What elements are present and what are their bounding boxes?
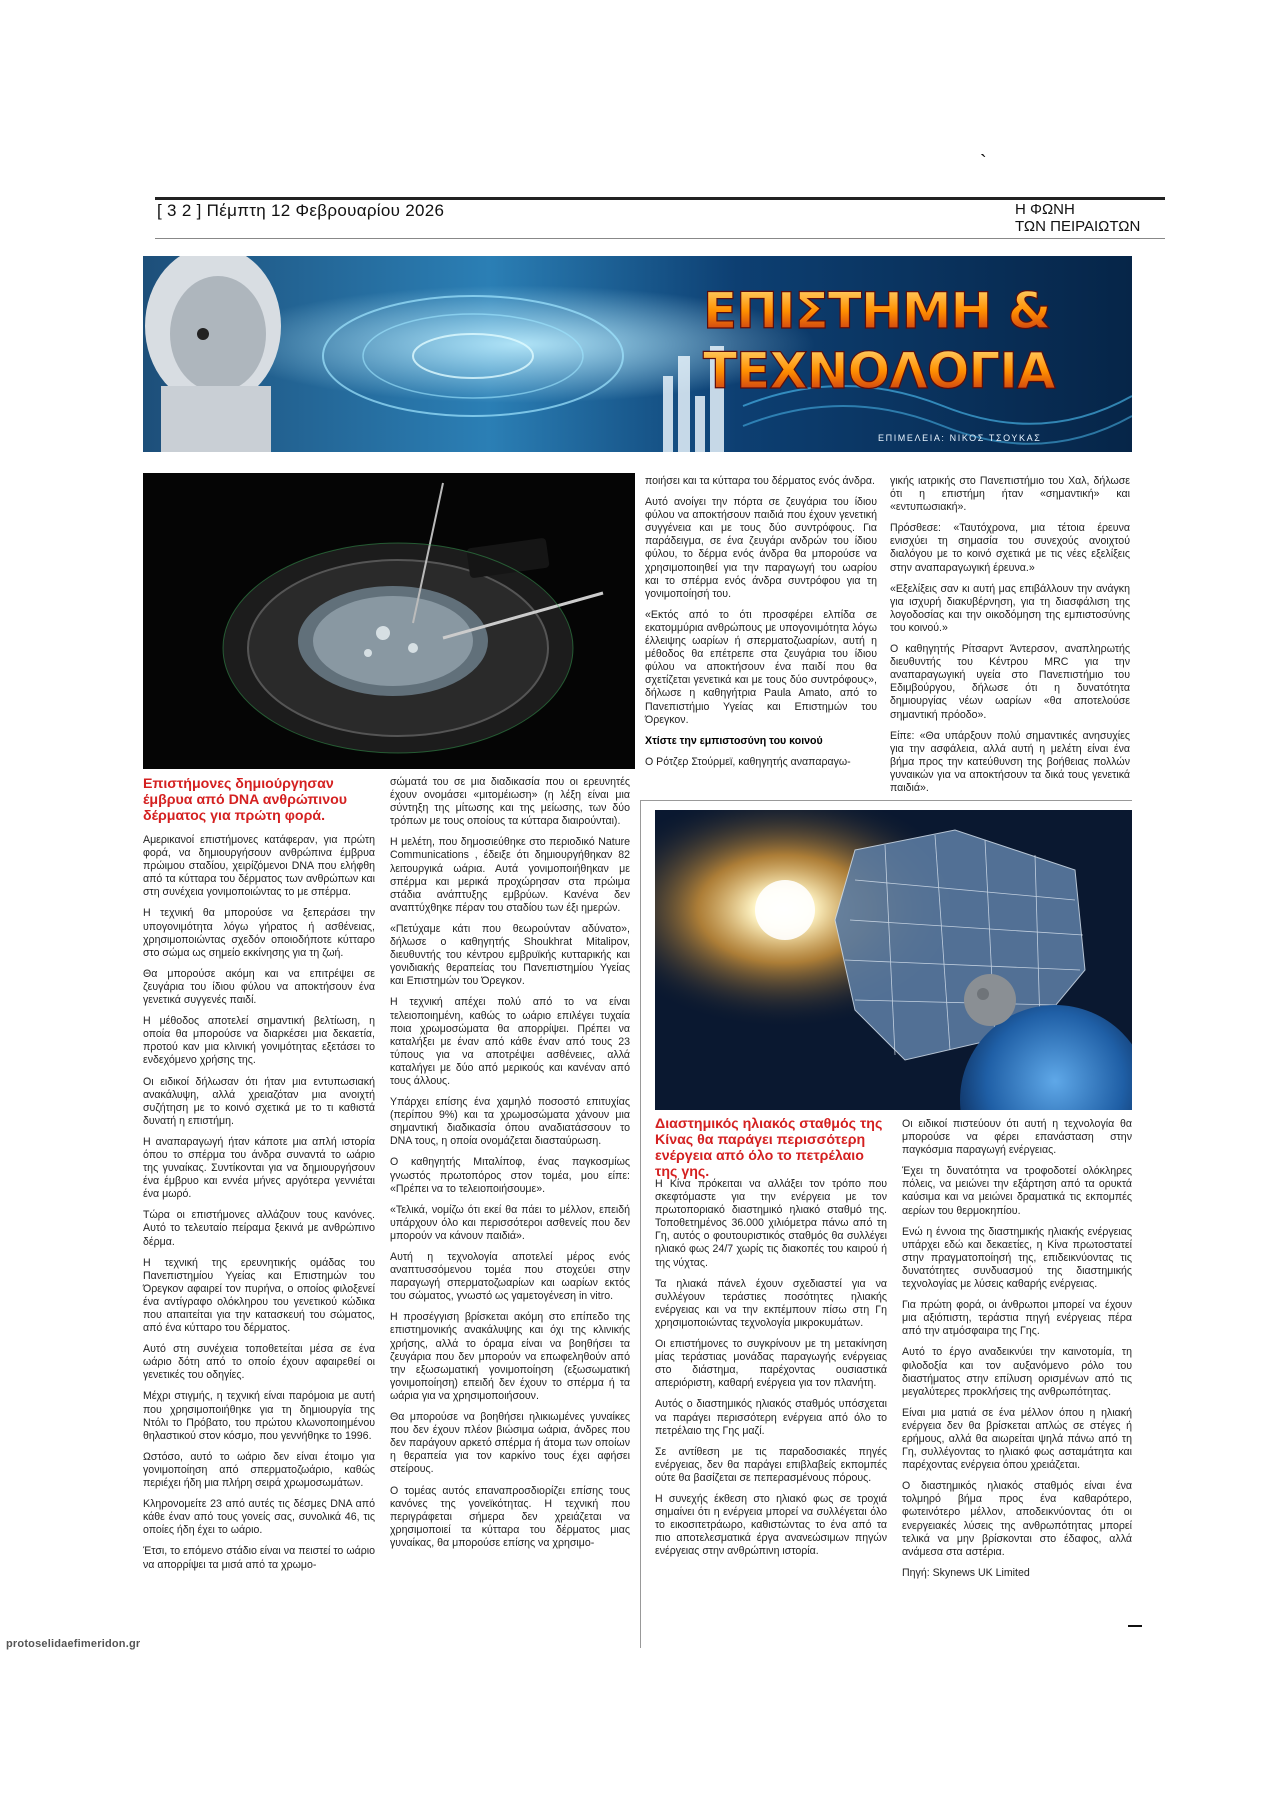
- banner-artwork: [143, 256, 1132, 452]
- paragraph: Ωστόσο, αυτό το ωάριο δεν είναι έτοιμο για γονιμοποίηση από σπερματοζωάριο, καθώς περιέχει ήδη μια πλήρη σειρά χρωμοσωμάτων.: [143, 1450, 375, 1490]
- newspaper-name-line1: Η ΦΩΝΗ: [1015, 201, 1075, 218]
- paragraph: Σε αντίθεση με τις παραδοσιακές πηγές ενέργειας, δεν θα παράγει επιβλαβείς εκπομπές ούτε θα βασίζεται σε πεπερασμένους πόρους.: [655, 1445, 887, 1484]
- paragraph: «Τελικά, νομίζω ότι εκεί θα πάει το μέλλον, επειδή υπάρχουν όλο και περισσότεροι ασθενείς που δεν μπορούν να κάνουν παιδιά».: [390, 1203, 630, 1242]
- paragraph: Για πρώτη φορά, οι άνθρωποι μπορεί να έχουν μια αξιόπιστη, τεράστια πηγή ενέργειας πέρα από την ατμόσφαιρα της Γης.: [902, 1299, 1132, 1338]
- paragraph: Η τεχνική θα μπορούσε να ξεπεράσει την υπογονιμότητα λόγω γήρατος ή ασθένειας, χρησιμοποιώντας σχεδόν οποιοδήποτε κύτταρο στο σώμα ως σημείο εκκίνησης για τη ζωή.: [143, 907, 375, 959]
- article2-column-1: [655, 1178, 887, 1566]
- banner-editor-credit: ΕΠΙΜΕΛΕΙΑ: ΝΙΚΟΣ ΤΣΟΥΚΑΣ: [878, 433, 1042, 443]
- paragraph: Κληρονομείτε 23 από αυτές τις δέσμες DNA από κάθε έναν από τους γονείς σας, συνολικά 46, τις οποίες ήδη έχει το ωάριο.: [143, 1498, 375, 1537]
- paragraph: Οι ειδικοί πιστεύουν ότι αυτή η τεχνολογία θα μπορούσε να φέρει επανάσταση στην παγκόσμια παραγωγή ενέργειας.: [902, 1118, 1132, 1157]
- section-banner: [143, 256, 1132, 452]
- paragraph: Πρόσθεσε: «Ταυτόχρονα, μια τέτοια έρευνα ενισχύει τη σημασία του συνεχούς ανοιχτού διαλόγου με το κοινό σχετικά με τις νέες εξελίξεις στην αναπαραγωγική έρευνα.»: [890, 522, 1130, 574]
- paragraph: Μέχρι στιγμής, η τεχνική είναι παρόμοια με αυτή που χρησιμοποιήθηκε για τη δημιουργία της Ντόλι το Πρόβατο, του πρώτου κλωνοποιημένου θηλαστικού στον κόσμο, που γεννήθηκε το 1996.: [143, 1390, 375, 1442]
- paragraph: Οι επιστήμονες το συγκρίνουν με τη μετακίνηση μίας τεράστιας μονάδας παραγωγής ενέργειας στο διάστημα, παρέχοντας ουσιαστικά απεριόριστη, καθαρή ενέργεια για τον πλανήτη.: [655, 1338, 887, 1390]
- article2-column-2: [902, 1118, 1132, 1588]
- paragraph: Θα μπορούσε ακόμη και να επιτρέψει σε ζευγάρια του ίδιου φύλου να αποκτήσουν ένα γενετικά συγγενές παιδί.: [143, 967, 375, 1007]
- article1-column-2: [390, 776, 630, 1558]
- paragraph: Πηγή: Skynews UK Limited: [902, 1566, 1030, 1579]
- paragraph: Αμερικανοί επιστήμονες κατάφεραν, για πρώτη φορά, να δημιουργήσουν ανθρώπινα έμβρυα πρώιμου σταδίου, χειρίζόμενοι DNA που ελήφθη από τα κύτταρα του δέρματος των ανθρώπων και στη συνέχεια γονιμοποιώντας το με σπέρμα.: [143, 834, 375, 899]
- paragraph: Οι ειδικοί δήλωσαν ότι ήταν μια εντυπωσιακή ανακάλυψη, αλλά χρειαζόταν μια ανοιχτή συζήτηση με το κοινό σχετικά με το τι καθιστά δυνατή η επιστήμη.: [143, 1075, 375, 1127]
- paragraph: Ο διαστημικός ηλιακός σταθμός είναι ένα τολμηρό βήμα προς ένα καθαρότερο, φωτεινότερο μέλλον, αποδεικνύοντας ότι οι ενεργειακές λύσεις της ανθρωπότητας μπορεί τελικά να μην βρίσκονται στο έδαφος, αλλά ανάμεσα στα αστέρια.: [902, 1480, 1132, 1558]
- article1-column-1: [143, 834, 375, 1580]
- article1-column-3: [645, 475, 877, 777]
- banner-title-line1: ΕΠΙΣΤΗΜΗ &: [703, 282, 1051, 340]
- paragraph: Ο καθηγητής Μιταλίποφ, ένας παγκοσμίως γνωστός πρωτοπόρος στον τομέα, μου είπε: «Πρέπει να το τελειοποιήσουμε».: [390, 1156, 630, 1195]
- issue-date: Πέμπτη 12 Φεβρουαρίου 2026: [206, 201, 445, 220]
- paragraph: Αυτή η τεχνολογία αποτελεί μέρος ενός αναπτυσσόμενου τομέα που στοχεύει στην παραγωγή σπερματοζωαρίων και ωαρίων εκτός του σώματος, γνωστό ως γαμετογένεση in vitro.: [390, 1251, 630, 1303]
- paragraph: Αυτό στη συνέχεια τοποθετείται μέσα σε ένα ωάριο δότη από το οποίο έχουν αφαιρεθεί οι γενετικές του οδηγίες.: [143, 1343, 375, 1382]
- page-number: [ 3 2 ]: [157, 201, 202, 220]
- paragraph: «Εξελίξεις σαν κι αυτή μας επιβάλλουν την ανάγκη για ισχυρή διακυβέρνηση, για τη διασφάλιση της λογοδοσίας και την οικοδόμηση της εμπιστοσύνης του κοινού.»: [890, 582, 1130, 634]
- paragraph: Τώρα οι επιστήμονες αλλάζουν τους κανόνες. Αυτό το τελευταίο πείραμα ξεκινά με ανθρώπινο δέρμα.: [143, 1209, 375, 1248]
- paragraph: Η μέθοδος αποτελεί σημαντική βελτίωση, η οποία θα μπορούσε να διαρκέσει μια δεκαετία, προτού καν μια κλινική γονιμότητας εξετάσει το ενδεχόμενο χρήσης της.: [143, 1015, 375, 1067]
- paragraph: Έχει τη δυνατότητα να τροφοδοτεί ολόκληρες πόλεις, να μειώνει την εξάρτηση από τα ορυκτά καύσιμα και να μειώνει δραματικά τις εκπομπές αερίων του θερμοκηπίου.: [902, 1165, 1132, 1217]
- paragraph: Είναι μια ματιά σε ένα μέλλον όπου η ηλιακή ενέργεια δεν θα βρίσκεται απλώς σε στέγες ή ερήμους, αλλά θα αιωρείται ψηλά πάνω από τη Γη, συλλέγοντας το ηλιακό φως ασταμάτητα και παρέχοντας ενέργεια όπου χρειάζεται.: [902, 1406, 1132, 1472]
- newspaper-name: [1015, 201, 1140, 235]
- source-watermark-link[interactable]: protoselidaefimeridon.gr: [6, 1638, 141, 1650]
- newspaper-name-line2: ΤΩΝ ΠΕΙΡΑΙΩΤΩΝ: [1015, 218, 1141, 235]
- paragraph: Η μελέτη, που δημοσιεύθηκε στο περιοδικό Nature Communications , έδειξε ότι δημιουργήθηκαν 82 λειτουργικά ωάρια. Αυτά γονιμοποιήθηκαν με σπέρμα και μερικά προχώρησαν στα πρώιμα στάδια ανάπτυξης εμβρύων. Κανένα δεν αναπτύχθηκε πέραν του σταδίου των έξι ημερών.: [390, 836, 630, 914]
- paragraph: «Εκτός από το ότι προσφέρει ελπίδα σε εκατομμύρια ανθρώπους με υπογονιμότητα λόγω έλλειψης ωαρίων ή σπερματοζωαρίων, αυτή η μέθοδος θα επέτρεπε στα ζευγάρια του ίδιου φύλου να αποκτήσουν ένα παιδί που θα σχετίζεται γενετικά και με τους δύο συντρόφους», δήλωσε η καθηγήτρια Paula Amato, από το Πανεπιστήμιο Υγείας και Επιστημών του Όρεγκον.: [645, 608, 877, 726]
- banner-title-line2: ΤΕΧΝΟΛΟΓΙΑ: [703, 342, 1055, 400]
- page-header: [157, 201, 444, 221]
- paragraph: Αυτό το έργο αναδεικνύει την καινοτομία, τη φιλοδοξία και τον αυξανόμενο ρόλο του διαστήματος στην επίλυση ορισμένων από τις μεγαλύτερες προκλήσεις της ανθρωπότητας.: [902, 1346, 1132, 1398]
- article-divider-horizontal: [640, 800, 1132, 801]
- paragraph: Υπάρχει επίσης ένα χαμηλό ποσοστό επιτυχίας (περίπου 9%) και τα χρωμοσώματα χάνουν μια σημαντική διαδικασία όπου αναδιατάσσουν το DNA τους, η οποία ονομάζεται διασταύρωση.: [390, 1096, 630, 1148]
- paragraph: Η Κίνα πρόκειται να αλλάξει τον τρόπο που σκεφτόμαστε για την ενέργεια με τον πρωτοποριακό διαστημικό ηλιακό σταθμό της. Τοποθετημένος 36.000 χιλιόμετρα πάνω από τη Γη, αυτός ο φουτουριστικός σταθμός θα συλλέγει ηλιακό φως 24/7 χωρίς τις διακοπές του καιρού ή της νύχτας.: [655, 1178, 887, 1269]
- paragraph: Η τεχνική απέχει πολύ από το να είναι τελειοποιημένη, καθώς το ωάριο επιλέγει τυχαία ποια χρωμοσώματα θα απορρίψει. Πρέπει να καταλήξει με έναν από κάθε έναν από τους 23 τύπους για να αποτρέψει ασθένειες, αλλά καταλήγει με δύο από μερικούς και κανέναν από τους άλλους.: [390, 996, 630, 1087]
- space-solar-station-photo: [655, 810, 1132, 1110]
- header-bottom-rule: [155, 238, 1165, 239]
- paragraph: Ο Ρότζερ Στούρμεϊ, καθηγητής αναπαραγω-: [645, 755, 851, 768]
- paragraph: ποιήσει και τα κύτταρα του δέρματος ενός άνδρα.: [645, 475, 875, 487]
- paragraph: Έτσι, το επόμενο στάδιο είναι να πειστεί το ωάριο να απορρίψει τα μισά από τα χρωμο-: [143, 1545, 375, 1571]
- paragraph: Είπε: «Θα υπάρξουν πολύ σημαντικές ανησυχίες για την ασφάλεια, αλλά αυτή η μελέτη είναι ένα βήμα προς την κατεύθυνση της βοήθειας πολλών γυναικών για να αποκτήσουν τα δικά τους γενετικά παιδιά».: [890, 729, 1130, 794]
- paragraph: Αυτός ο διαστημικός ηλιακός σταθμός υπόσχεται να παράγει περισσότερη ενέργεια από όλο το πετρέλαιο της Γης μαζί.: [655, 1398, 887, 1437]
- paragraph: γικής ιατρικής στο Πανεπιστήμιο του Χαλ, δήλωσε ότι η επιστήμη ήταν «σημαντική» και «εντυπωσιακή».: [890, 475, 1130, 514]
- paragraph: Τα ηλιακά πάνελ έχουν σχεδιαστεί για να συλλέγουν τεράστιες ποσότητες ηλιακής ενέργειας και να την εκπέμπουν πίσω στη Γη χρησιμοποιώντας τεχνολογία μικροκυμάτων.: [655, 1277, 887, 1329]
- microscope-photo: [143, 473, 635, 769]
- paragraph: Η αναπαραγωγή ήταν κάποτε μια απλή ιστορία όπου το σπέρμα του άνδρα συναντά το ωάριο της γυναίκας. Συντίκονται για να δημιουργήσουν ένα έμβρυο και εννέα μήνες αργότερα γεννιέται ένα μωρό.: [143, 1135, 375, 1201]
- paragraph: Αυτό ανοίγει την πόρτα σε ζευγάρια του ίδιου φύλου να αποκτήσουν παιδιά που έχουν γενετική συγγένεια και με τους δύο συντρόφους. Για παράδειγμα, σε ένα ζευγάρι ανδρών του ίδιου φύλου, το δέρμα ενός άνδρα θα μπορούσε να χρησιμοποιηθεί για την παραγωγή του ωαρίου και το σπέρμα ενός άνδρα συντρόφου για τη γονιμοποίησή του.: [645, 496, 877, 600]
- article2-headline: Διαστημικός ηλιακός σταθμός της Κίνας θα παράγει περισσότερη ενέργεια από όλο το πετρέλαιο της γης.: [655, 1116, 883, 1180]
- article1-column-4: [890, 475, 1130, 803]
- paragraph: Θα μπορούσε να βοηθήσει ηλικιωμένες γυναίκες που δεν έχουν πλέον βιώσιμα ωάρια, άνδρες που δεν παράγουν αρκετό σπέρμα ή άτομα των οποίων η θεραπεία για τον καρκίνο τους έχει αφήσει στείρους.: [390, 1411, 630, 1476]
- paragraph: Ο καθηγητής Ρίτσαρντ Άντερσον, αναπληρωτής διευθυντής του Κέντρου MRC για την αναπαραγωγική υγεία στο Πανεπιστήμιο του Εδιμβούργου, δήλωσε ότι η δυνατότητα δημιουργίας νέων ωαρίων «θα αποτελούσε σημαντική πρόοδο».: [890, 643, 1130, 721]
- stray-mark: `: [980, 152, 987, 174]
- paragraph: σώματά του σε μια διαδικασία που οι ερευνητές έχουν ονομάσει «μιτομέιωση» (η λέξη είναι μια σύντηξη της μίτωσης και της μείωσης, των δύο τρόπων με τους οποίους τα κύτταρα διαιρούνται).: [390, 776, 630, 828]
- article1-headline: Επιστήμονες δημιούργησαν έμβρυα από DNA ανθρώπινου δέρματος για πρώτη φορά.: [143, 776, 348, 824]
- paragraph: Ενώ η έννοια της διαστημικής ηλιακής ενέργειας υπάρχει εδώ και δεκαετίες, η Κίνα πρωτοστατεί στην πραγματοποίησή της, επιδεικνύοντας τις δυνατότητες συνδυασμού της διαστημικής τεχνολογίας με λύσεις καθαρής ενέργειας.: [902, 1225, 1132, 1291]
- subheading: Χτίστε την εμπιστοσύνη του κοινού: [645, 734, 823, 747]
- article-end-mark: [1128, 1625, 1142, 1627]
- paragraph: «Πετύχαμε κάτι που θεωρούνταν αδύνατο», δήλωσε ο καθηγητής Shoukhrat Mitalipov, διευθυντής του κέντρου εμβρυϊκής κυτταρικής και γονιδιακής θεραπείας του Πανεπιστημίου Υγείας και Επιστημών του Όρεγκον.: [390, 922, 630, 988]
- paragraph: Ο τομέας αυτός επαναπροσδιορίζει επίσης τους κανόνες της γονεϊκότητας. Η τεχνική που περιγράφεται σήμερα δεν χρειάζεται να χρησιμοποιεί τα κύτταρα του δέρματος μιας γυναίκας, θα μπορούσε επίσης να χρησιμο-: [390, 1484, 630, 1549]
- article-divider-vertical: [640, 800, 641, 1648]
- paragraph: Η προσέγγιση βρίσκεται ακόμη στο επίπεδο της επιστημονικής ανακάλυψης και όχι της κλινικής χρήσης, αλλά το όραμα είναι να βοηθήσει τα ζευγάρια που δεν μπορούν να επωφεληθούν από την εξωσωματική γονιμοποίηση (εξωσωματική γονιμοποίηση) επειδή δεν έχουν το σπέρμα ή τα ωάρια για να χρησιμοποιήσουν.: [390, 1311, 630, 1402]
- paragraph: Η τεχνική της ερευνητικής ομάδας του Πανεπιστημίου Υγείας και Επιστημών του Όρεγκον αφαιρεί τον πυρήνα, ο οποίος φιλοξενεί ένα αντίγραφο ολόκληρου του γενετικού κώδικα που απαιτείται για την κατασκευή του σώματος, από ένα κύτταρο του δέρματος.: [143, 1256, 375, 1335]
- header-top-rule: [155, 197, 1165, 200]
- paragraph: Η συνεχής έκθεση στο ηλιακό φως σε τροχιά σημαίνει ότι η ενέργεια μπορεί να συλλέγεται όλο το εικοσιτετράωρο, καθιστώντας το ένα από τα πιο αποτελεσματικά έργα ανανεώσιμων πηγών ενέργειας στην ανθρώπινη ιστορία.: [655, 1492, 887, 1558]
